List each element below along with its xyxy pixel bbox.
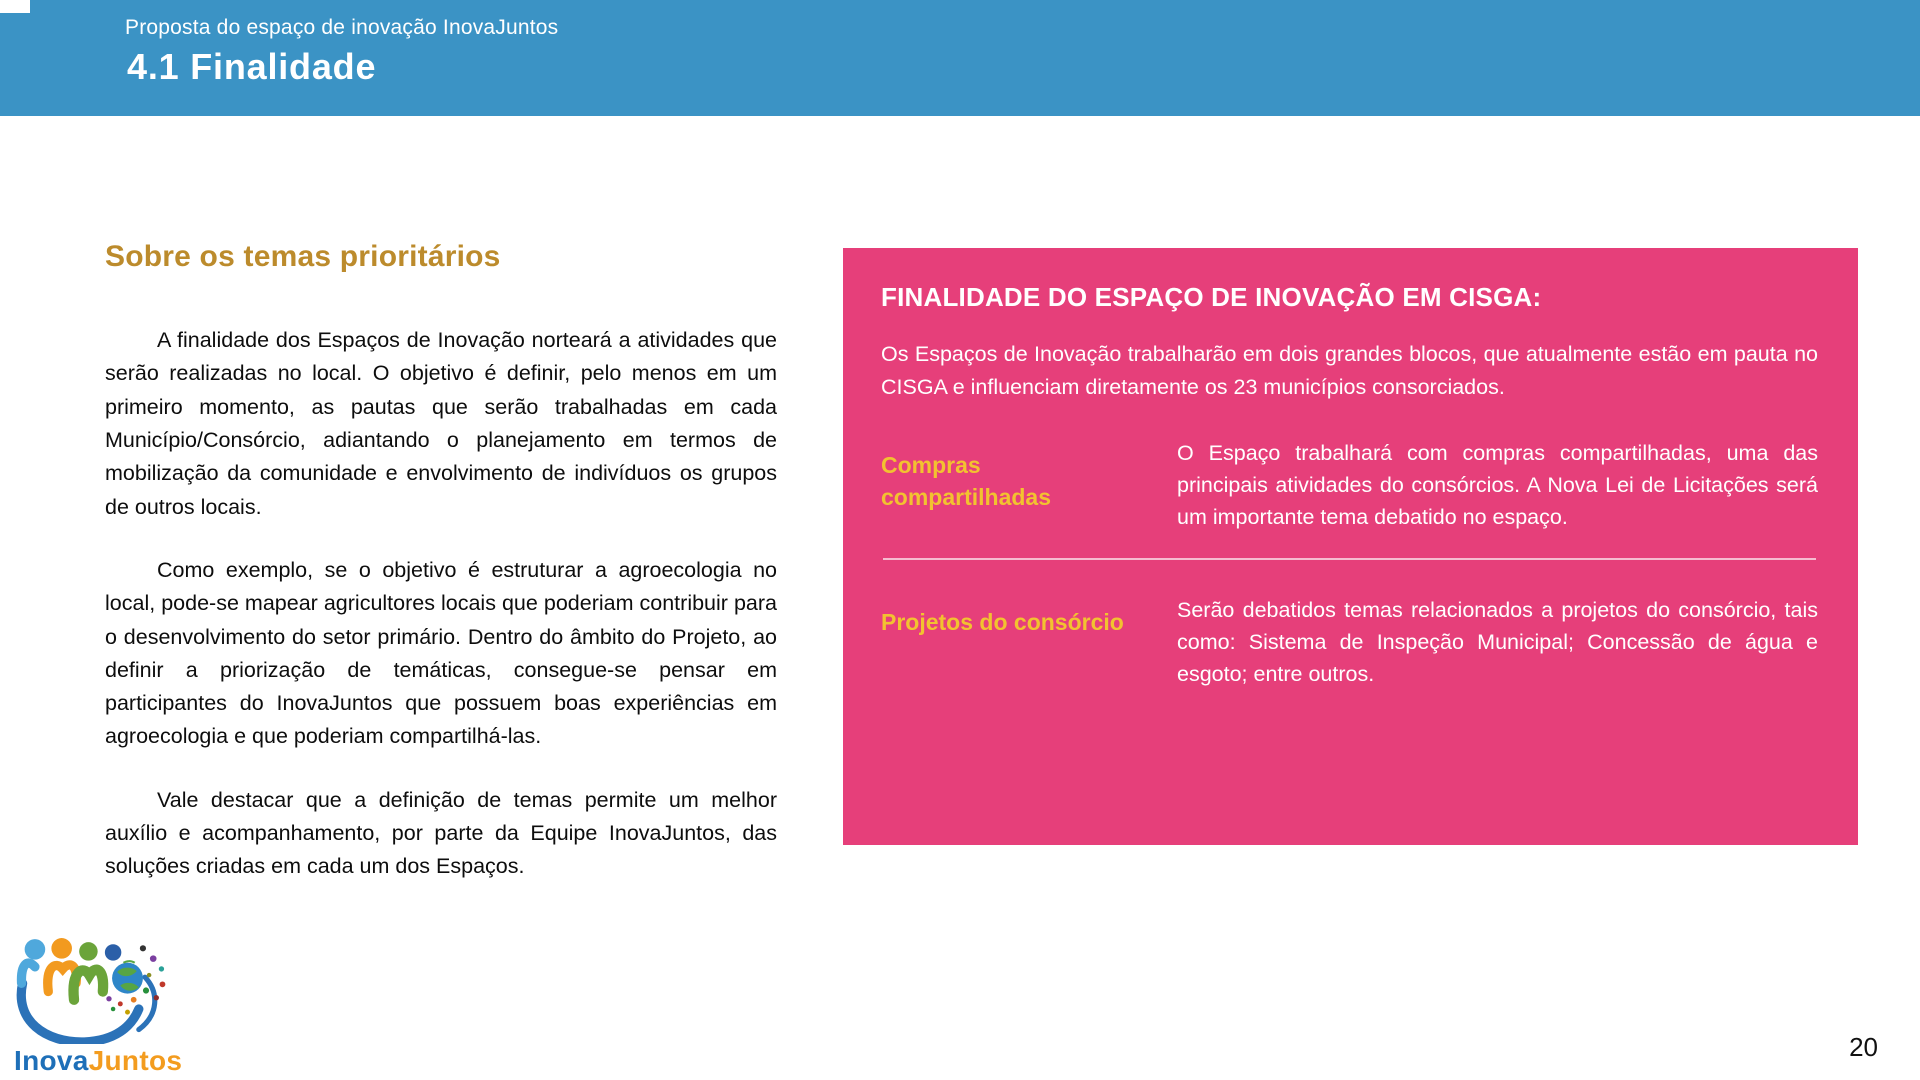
row-label-compras: Compras compartilhadas <box>881 451 1051 510</box>
row-text-projetos: Serão debatidos temas relacionados a projetos do consórcio, tais como: Sistema de Inspeção Municipal; Concessão de água e esgoto; entre outros. <box>1177 597 1818 687</box>
info-panel-intro: Os Espaços de Inovação trabalharão em dois grandes blocos, que atualmente estão em pauta no CISGA e influenciam diretamente os 23 municípios consorciados. <box>881 342 1818 399</box>
inovajuntos-logo-icon <box>14 936 169 1044</box>
info-panel <box>843 248 1858 845</box>
panel-divider <box>883 558 1816 560</box>
info-panel-rows <box>881 437 1818 691</box>
panel-row-compras <box>881 437 1818 534</box>
left-text-column <box>105 240 777 884</box>
row-text-compras: O Espaço trabalhará com compras compartilhadas, uma das principais atividades do consórcios. A Nova Lei de Licitações será um importante tema debatido no espaço. <box>1177 440 1818 530</box>
header-kicker: Proposta do espaço de inovação InovaJuntos <box>125 16 559 39</box>
header-bar <box>0 0 1920 116</box>
inovajuntos-logo <box>14 936 183 1077</box>
section-heading: Sobre os temas prioritários <box>105 240 501 273</box>
body-paragraph-2: Como exemplo, se o objetivo é estruturar a agroecologia no local, pode-se mapear agricultores locais que poderiam contribuir para o desenvolvimento do setor primário. Dentro do âmbito do Projeto, ao definir a priorização de temáticas, consegue-se pensar em participantes do InovaJuntos que possuem boas experiências em agroecologia e que poderiam compartilhá-las. <box>105 557 777 749</box>
logo-text-inova: Inova <box>14 1045 89 1076</box>
info-panel-title: FINALIDADE DO ESPAÇO DE INOVAÇÃO EM CISGA: <box>881 282 1542 312</box>
header-corner-notch <box>0 0 30 13</box>
body-paragraph-3: Vale destacar que a definição de temas permite um melhor auxílio e acompanhamento, por parte da Equipe InovaJuntos, das soluções criadas em cada um dos Espaços. <box>105 787 777 879</box>
row-label-projetos: Projetos do consórcio <box>881 608 1124 635</box>
body-paragraph-1: A finalidade dos Espaços de Inovação norteará a atividades que serão realizadas no local. O objetivo é definir, pelo menos em um primeiro momento, as pautas que serão trabalhadas em cada Município/Consórcio, adiantando o planejamento em termos de mobilização da comunidade e envolvimento de indivíduos os grupos de outros locais. <box>105 328 777 519</box>
page-number: 20 <box>1849 1032 1878 1062</box>
panel-row-projetos <box>881 594 1818 691</box>
page-title: 4.1 Finalidade <box>127 46 377 87</box>
logo-text-juntos: Juntos <box>88 1045 183 1076</box>
inovajuntos-logo-text <box>14 1045 183 1077</box>
